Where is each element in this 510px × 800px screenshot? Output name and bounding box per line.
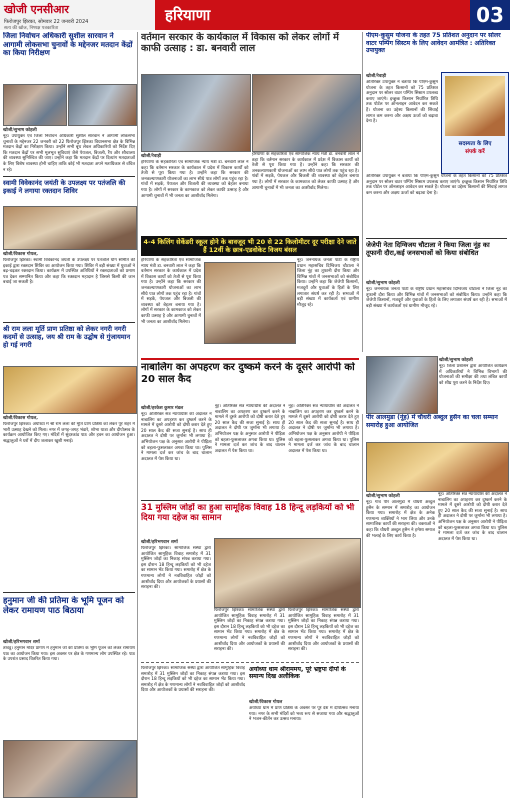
masthead (0, 0, 510, 30)
article-text: हरियाणा के सहकारिता एवं सामाजिक न्याय मंत्री डा. बनवारी लाल ने कहा कि वर्तमान सरकार के कार्यकाल में प्रदेश में विकास कार्यों को तेजी से पूरा किया गया है। उन्होंने कहा कि सरकार की जनकल्याणकारी योजनाओं का लाभ सीधे पात्र लोगों तक पहुंच रहा है। गांवों में सड़कें, पेयजल और बिजली की व्यवस्था को बेहतर बनाया गया है। लोगों में सरकार के कामकाज को लेकर काफी उत्साह है और आगामी चुनावों में भी जनता का आशीर्वाद मिलेगा। (251, 152, 359, 191)
article-text: नूंह। उपायुक्त एवं जिला निर्वाचन अधिकारी सुशील सारवान ने आगामी लोकसभा चुनावों के मद्देनजर 22 जनवरी को 22 फिरोजपुर झिरका विधानसभा क्षेत्र के विभिन्न मतदान केंद्रों का निरीक्षण किया। उन्होंने सभी बूथ लेवल अधिकारियों को निर्देश दिए कि मतदान केंद्रों पर सभी मूलभूत सुविधाएं जैसे पेयजल, बिजली, रैंप और शौचालय की व्यवस्था सुनिश्चित की जाए। उन्होंने कहा कि मतदान केंद्रों पर दिव्यांग मतदाताओं के लिए विशेष व्यवस्था होनी चाहिए ताकि कोई भी मतदाता अपने मताधिकार से वंचित न रहे। (3, 134, 135, 173)
banner-story-left (141, 258, 201, 354)
article-election-headline (3, 32, 135, 84)
byline: खोजी/विकास गोयल, (3, 252, 38, 257)
lead-headline-block (141, 32, 359, 72)
article-ram-lalla-body (3, 414, 135, 590)
wedding-body (141, 538, 211, 658)
lead-body-col (141, 152, 249, 232)
pm-kusum-headline-block (366, 32, 507, 70)
column-rule (362, 32, 363, 352)
article-text: नूंह। जननायक जनता पार्टी के राष्ट्रीय प्रधान महासचिव दिग्विजय चौटाला ने जिला नूंह का तूफानी दौरा किया और विभिन्न गांवों में जनसभाओं को संबोधित किया। उन्होंने कहा कि जेजेपी किसानों, मजदूरों और युवाओं के हितों के लिए लगातार संघर्ष कर रही है। सभाओं में बड़ी संख्या में कार्यकर्ता एवं ग्रामीण मौजूद रहे। (297, 258, 359, 308)
article-text: नूंह। अतिरिक्त सत्र न्यायाधीश की अदालत ने नाबालिग का अपहरण कर दुष्कर्म करने के मामले में दूसरे आरोपी को दोषी करार देते हुए 20 साल कैद की सजा सुनाई है। साथ ही अदालत ने दोषी पर जुर्माना भी लगाया है। अभियोजन पक्ष के अनुसार आरोपी ने पीड़िता को बहला-फुसलाकर अगवा किया था। पुलिस ने मामला दर्ज कर जांच के बाद चालान अदालत में पेश किया था। (438, 492, 507, 542)
byline: खोजी/सुभाष कोहली (439, 358, 473, 363)
lead-photo-2 (252, 74, 361, 152)
article-hanuman-body (3, 638, 135, 738)
article-text: अयोध्या धाम में प्राण प्रतिष्ठा के अवसर पर पूरे देश में दीपोत्सव मनाया गया। नगर के सभी मंदिरों को भव्य रूप से सजाया गया और श्रद्धालुओं ने भजन-कीर्तन कर उत्सव मनाया। (249, 706, 359, 723)
byline: खोजी/सुभाष कोहली (366, 281, 400, 286)
article-text: फिरोजपुर झिरका। सामाजिक संस्था द्वारा आयोजित सामूहिक विवाह समारोह में 31 मुस्लिम जोड़ों का निकाह संपन्न कराया गया। इस दौरान 18 हिन्दू लड़कियों को भी दहेज का सामान भेंट किया गया। समारोह में क्षेत्र के गणमान्य लोगों ने नवविवाहित जोड़ों को आशीर्वाद दिया और आयोजकों के प्रयासों की सराहना की। (141, 666, 245, 694)
section-banner (155, 0, 470, 30)
article-text: फिरोजपुर झिरका। अयोध्या में श्री राम लला की मूर्ति प्राण प्रतिष्ठा को लेकर पूरे शहर में भारी उत्साह देखने को मिला। नगर में जगह-जगह भंडारे, शोभा यात्रा और दीपोत्सव के कार्यक्रम आयोजित किए गए। मंदिरों में सुंदरकांड पाठ और हवन का आयोजन हुआ। श्रद्धालुओं ने घरों में दीप जलाकर खुशी मनाई। (3, 422, 135, 444)
hanuman-photo (3, 740, 137, 798)
pir-body (366, 492, 507, 796)
ad-image (445, 76, 505, 136)
article-election-body (3, 126, 135, 174)
advocate-portrait (204, 262, 296, 344)
ad-line-1: सदस्यता के लिए (458, 141, 492, 147)
divider (3, 322, 135, 323)
article-hanuman-headline (3, 596, 135, 636)
byline: खोजी/रेवाड़ी (366, 74, 387, 79)
election-photo-2 (68, 84, 137, 126)
headline: अयोध्या धाम श्रीराममय, पूरे भ्रष्ट्रपा दीपों के समान्य दिख अलौकिक (249, 666, 346, 681)
article-text: हरियाणा के सहकारिता एवं सामाजिक न्याय मंत्री डा. बनवारी लाल ने कहा कि वर्तमान सरकार के कार्यकाल में प्रदेश में विकास कार्यों को तेजी से पूरा किया गया है। उन्होंने कहा कि सरकार की जनकल्याणकारी योजनाओं का लाभ सीधे पात्र लोगों तक पहुंच रहा है। गांवों में सड़कें, पेयजल और बिजली की व्यवस्था को बेहतर बनाया गया है। लोगों में सरकार के कामकाज को लेकर काफी उत्साह है और आगामी चुनावों में भी जनता का आशीर्वाद मिलेगा। (141, 258, 201, 325)
article-ram-lalla-headline (3, 325, 135, 365)
divider (141, 662, 359, 663)
headline: पीएम-कुसुम योजना के तहत 75 प्रतिशत अनुदान पर सोलर वाटर पम्पिंग सिस्टम के लिए आवेदन आमंत्रित : अतिरिक्त उपायुक्त (366, 32, 501, 55)
crime-col-1 (141, 404, 212, 496)
pir-photo (366, 442, 509, 492)
divider (366, 238, 507, 239)
lead-body (141, 152, 359, 232)
article-text: फिरोजपुर झिरका। सामाजिक संस्था द्वारा आयोजित सामूहिक विवाह समारोह में 31 मुस्लिम जोड़ों का निकाह संपन्न कराया गया। इस दौरान 18 हिन्दू लड़कियों को भी दहेज का सामान भेंट किया गया। समारोह में क्षेत्र के गणमान्य लोगों ने नवविवाहित जोड़ों को आशीर्वाद दिया और आयोजकों के प्रयासों की सराहना की। (141, 546, 211, 591)
headline: हनुमान जी की प्रतिमा के भूमि पूजन को लेकर रामायण पाठ बिठाया (3, 596, 124, 615)
page-number: 03 (470, 0, 510, 30)
article-text: अतिरिक्त उपायुक्त ने बताया कि पीएम-कुसुम योजना के तहत किसानों को 75 प्रतिशत अनुदान पर सोलर वाटर पम्पिंग सिस्टम उपलब्ध कराए जाएंगे। इच्छुक किसान निर्धारित तिथि तक पोर्टल पर ऑनलाइन आवेदन कर सकते हैं। योजना का उद्देश्य किसानों की सिंचाई लागत कम करना और अक्षय ऊर्जा को बढ़ावा देना है। (366, 174, 507, 196)
lead-body-col-2 (252, 152, 360, 232)
brand-name: खोजी एनसीआर (4, 3, 69, 16)
byline: खोजी/रेवाड़ी (141, 154, 162, 159)
byline: खोजी/हरिभगवान शर्मा (141, 540, 178, 545)
article-text: नूंह। जननायक जनता पार्टी के राष्ट्रीय प्रधान महासचिव दिग्विजय चौटाला ने जिला नूंह का तूफानी दौरा किया और विभिन्न गांवों में जनसभाओं को संबोधित किया। उन्होंने कहा कि जेजेपी किसानों, मजदूरों और युवाओं के हितों के लिए लगातार संघर्ष कर रही है। सभाओं में बड़ी संख्या में कार्यकर्ता एवं ग्रामीण मौजूद रहे। (366, 287, 507, 309)
jjp-headline-block (366, 241, 507, 277)
wedding-photo (214, 538, 361, 608)
article-text: फिरोजपुर झिरका। सामाजिक संस्था द्वारा आयोजित सामूहिक विवाह समारोह में 31 मुस्लिम जोड़ों का निकाह संपन्न कराया गया। इस दौरान 18 हिन्दू लड़कियों को भी दहेज का सामान भेंट किया गया। समारोह में क्षेत्र के गणमान्य लोगों ने नवविवाहित जोड़ों को आशीर्वाद दिया और आयोजकों के प्रयासों की सराहना की। (288, 608, 359, 653)
headline: 31 मुस्लिम जोड़ों का हुआ सामूहिक विवाह 18 हिन्दू लड़कियों को भी दिया गया दहेज का सामान (141, 503, 355, 522)
pir-col-1 (366, 492, 435, 796)
tagline: सत्य की खोज, निष्पक्ष पत्रकारिता (4, 26, 59, 31)
pir-col-2 (438, 492, 507, 796)
crime-col-3 (288, 404, 359, 496)
divider (3, 176, 135, 177)
subscription-ad (441, 72, 509, 174)
byline: खोजी/हरकेश कुमार मंडल (141, 406, 184, 411)
article-blood-donation-headline (3, 179, 135, 205)
headline: जिला निर्वाचन अधिकारी सुशील सारवान ने आगामी लोकसभा चुनावों के मद्देनजर मतदान केंद्रों का किया निरीक्षण (3, 32, 133, 58)
article-text: फिरोजपुर झिरका। सामाजिक संस्था द्वारा आयोजित सामूहिक विवाह समारोह में 31 मुस्लिम जोड़ों का निकाह संपन्न कराया गया। इस दौरान 18 हिन्दू लड़कियों को भी दहेज का सामान भेंट किया गया। समारोह में क्षेत्र के गणमान्य लोगों ने नवविवाहित जोड़ों को आशीर्वाद दिया और आयोजकों के प्रयासों की सराहना की। (214, 608, 285, 653)
date-line: फिरोजपुर झिरका, सोमवार 22 जनवरी 2024 (4, 19, 89, 25)
article-text: नूंह। जिला प्रशासन द्वारा आयोजित कार्यक्रम में अधिकारियों ने विभिन्न विभागों की योजनाओं की समीक्षा की तथा लंबित कार्यों को शीघ्र पूरा करने के निर्देश दिए। (439, 364, 507, 386)
article-text: नूंह। अतिरिक्त सत्र न्यायाधीश की अदालत ने नाबालिग का अपहरण कर दुष्कर्म करने के मामले में दूसरे आरोपी को दोषी करार देते हुए 20 साल कैद की सजा सुनाई है। साथ ही अदालत ने दोषी पर जुर्माना भी लगाया है। अभियोजन पक्ष के अनुसार आरोपी ने पीड़िता को बहला-फुसलाकर अगवा किया था। पुलिस ने मामला दर्ज कर जांच के बाद चालान अदालत में पेश किया था। (141, 412, 212, 462)
byline: खोजी/विकास गोयल, (3, 416, 38, 421)
headline: नाबालिग का अपहरण कर दुष्कर्म करने के दूसरे आरोपी को 20 साल कैद (141, 362, 355, 385)
byline: खोजी/सुभाष कोहली (3, 128, 37, 133)
column-rule (137, 32, 138, 798)
article-text: नूंह। अतिरिक्त सत्र न्यायाधीश की अदालत ने नाबालिग का अपहरण कर दुष्कर्म करने के मामले में दूसरे आरोपी को दोषी करार देते हुए 20 साल कैद की सजा सुनाई है। साथ ही अदालत ने दोषी पर जुर्माना भी लगाया है। अभियोजन पक्ष के अनुसार आरोपी ने पीड़िता को बहला-फुसलाकर अगवा किया था। पुलिस ने मामला दर्ज कर जांच के बाद चालान अदालत में पेश किया था। (214, 404, 286, 454)
column-rule (362, 414, 363, 798)
wedding-col-2 (214, 608, 285, 658)
crime-body (141, 404, 359, 496)
byline: खोजी/विकास गोयल (249, 700, 283, 705)
article-blood-donation-body (3, 250, 135, 320)
article-text: तावडू। हनुमान मंदिर प्रांगण में हनुमान जी की प्रतिमा के भूमि पूजन को लेकर रामायण पाठ का आयोजन किया गया। इस अवसर पर क्षेत्र के गणमान्य लोग उपस्थित रहे। पाठ के उपरांत प्रसाद वितरित किया गया। (3, 646, 135, 663)
headline: जेजेपी नेता दिग्विजय चौटाला ने किया जिला नूंह का तूफानी दौरा,कई जनसभाओं को किया संबोधित (366, 241, 490, 257)
wedding-col-3 (288, 608, 359, 658)
ayodhya-body (249, 698, 359, 796)
crime-headline-block (141, 362, 359, 402)
masthead-brand-block (0, 0, 155, 30)
ayodhya-story (141, 666, 245, 796)
ram-lalla-photo (3, 366, 137, 414)
article-text: फिरोजपुर झिरका। स्वामी विवेकानंद जयंती के उपलक्ष्य पर पतंजलि योग समिति की इकाई द्वारा रक्तदान शिविर का आयोजन किया गया। शिविर में बड़ी संख्या में युवाओं ने बढ़-चढ़कर रक्तदान किया। कार्यक्रम में उपस्थित अतिथियों ने रक्तदाताओं को प्रमाण पत्र देकर सम्मानित किया और कहा कि रक्तदान महादान है जिससे किसी की जान बचाई जा सकती है। (3, 258, 135, 286)
headline: स्वामी विवेकानंद जयंती के उपलक्ष्य पर पतंजलि की इकाई ने लगाया रक्तदान शिविर (3, 179, 126, 195)
section-rule (141, 358, 359, 360)
article-text: हरियाणा के सहकारिता एवं सामाजिक न्याय मंत्री डा. बनवारी लाल ने कहा कि वर्तमान सरकार के कार्यकाल में प्रदेश में विकास कार्यों को तेजी से पूरा किया गया है। उन्होंने कहा कि सरकार की जनकल्याणकारी योजनाओं का लाभ सीधे पात्र लोगों तक पहुंच रहा है। गांवों में सड़कें, पेयजल और बिजली की व्यवस्था को बेहतर बनाया गया है। लोगों में सरकार के कामकाज को लेकर काफी उत्साह है और आगामी चुनावों में भी जनता का आशीर्वाद मिलेगा। (141, 160, 249, 199)
byline: खोजी/सुभाष कोहली (366, 494, 400, 499)
mid-right-story (439, 356, 507, 412)
ayodhya-headline-block (249, 666, 359, 696)
pm-kusum-body (366, 72, 438, 172)
school-banner: 4-4 किलिंग सेकेंडरी स्कूल होने के बावजूद भी 20 से 22 किलोमीटर दूर परीक्षा देने जाते हैं 12वीं के छात्र-एडवोकेट विजय बंसल (141, 236, 359, 256)
pir-headline-block (366, 414, 507, 440)
divider (141, 500, 359, 501)
election-photo-1 (3, 84, 67, 126)
divider (3, 592, 135, 593)
crime-col-2 (215, 404, 286, 496)
article-text: अतिरिक्त उपायुक्त ने बताया कि पीएम-कुसुम योजना के तहत किसानों को 75 प्रतिशत अनुदान पर सोलर वाटर पम्पिंग सिस्टम उपलब्ध कराए जाएंगे। इच्छुक किसान निर्धारित तिथि तक पोर्टल पर ऑनलाइन आवेदन कर सकते हैं। योजना का उद्देश्य किसानों की सिंचाई लागत कम करना और अक्षय ऊर्जा को बढ़ावा देना है। (366, 80, 438, 125)
lead-photo-1 (141, 74, 251, 152)
article-text: नूंह। अतिरिक्त सत्र न्यायाधीश की अदालत ने नाबालिग का अपहरण कर दुष्कर्म करने के मामले में दूसरे आरोपी को दोषी करार देते हुए 20 साल कैद की सजा सुनाई है। साथ ही अदालत ने दोषी पर जुर्माना भी लगाया है। अभियोजन पक्ष के अनुसार आरोपी ने पीड़िता को बहला-फुसलाकर अगवा किया था। पुलिस ने मामला दर्ज कर जांच के बाद चालान अदालत में पेश किया था। (288, 404, 359, 454)
wedding-body-2 (214, 608, 359, 658)
jjp-body (366, 279, 507, 351)
article-text: नूंह। गांव पीर आलमुडा में चौधरी अब्दुल हुसैन के सम्मान में समारोह का आयोजन किया गया। समारोह में क्षेत्र के अनेक गणमान्य व्यक्तियों ने भाग लिया और उनके सामाजिक कार्यों की सराहना की। वक्ताओं ने कहा कि चौधरी अब्दुल हुसैन ने हमेशा समाज की भलाई के लिए कार्य किया है। (366, 500, 435, 539)
blood-donation-photo (3, 206, 137, 250)
byline: खोजी/हरिभगवान शर्मा (3, 640, 40, 645)
pm-kusum-body-cont (366, 174, 507, 236)
jjp-photo (366, 356, 438, 414)
ad-line-2: संपर्क करें (465, 149, 485, 155)
banner-story-right (297, 258, 359, 354)
section-title: हरियाणा (165, 6, 211, 24)
headline: श्री राम लला मूर्ति प्राण प्रतिष्ठा को लेकर नगरी नगरी कदमों से उत्साह, जय श्री राम के उद्घोष से गुंजायमान हो गई नगरी (3, 325, 131, 349)
lead-headline: वर्तमान सरकार के कार्यकाल में विकास को लेकर लोगों में काफी उत्साह : डा. बनवारी लाल (141, 32, 339, 54)
headline: पीर आलमुडा (नूंह) में चौधरी अब्दुल हुसैन का चला सम्मान समारोह हुआ आयोजित (366, 414, 498, 429)
wedding-headline-block (141, 503, 359, 535)
